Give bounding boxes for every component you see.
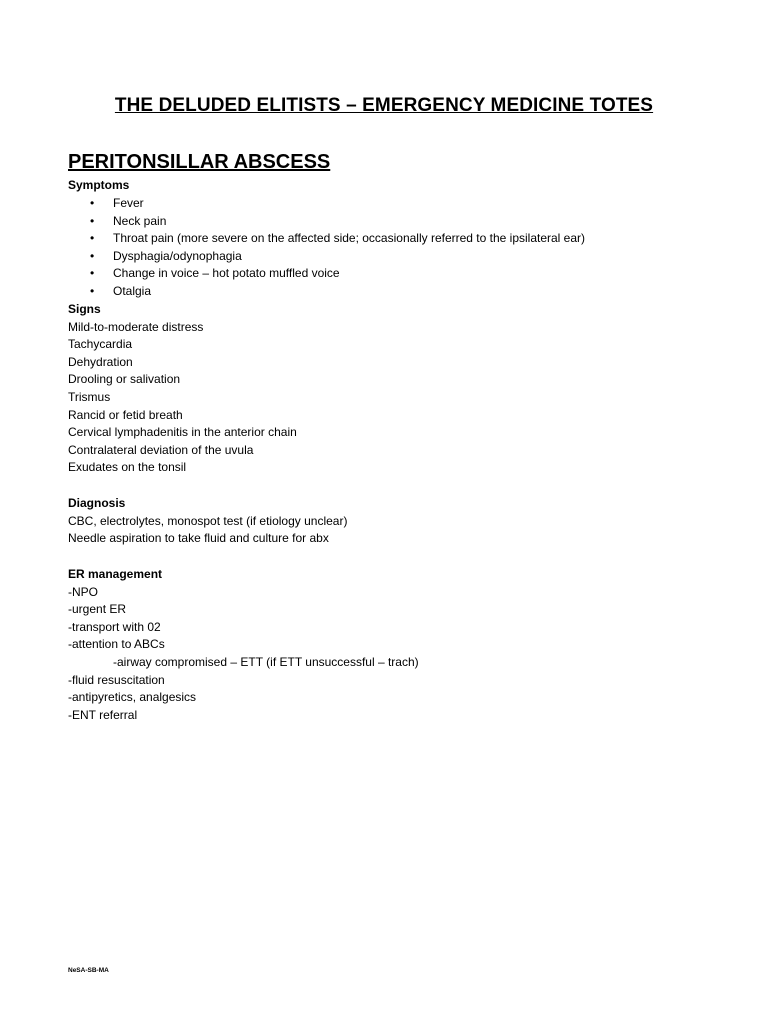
er-management-subitem: -airway compromised – ETT (if ETT unsuccessful – trach) <box>113 655 419 669</box>
page-footer: NeSA-SB-MA <box>68 967 109 974</box>
diagnosis-item: CBC, electrolytes, monospot test (if etiology unclear) <box>68 513 348 528</box>
er-management-heading: ER management <box>68 567 163 581</box>
symptom-item: Fever <box>113 196 144 210</box>
symptom-item: Throat pain (more severe on the affected side; occasionally referred to the ipsilateral ear) <box>113 231 586 246</box>
sign-item: Contralateral deviation of the uvula <box>68 442 254 457</box>
sign-item: Cervical lymphadenitis in the anterior chain <box>68 425 297 440</box>
symptoms-heading: Symptoms <box>68 178 130 192</box>
diagnosis-heading: Diagnosis <box>68 496 126 510</box>
bullet-icon: • <box>90 231 95 246</box>
symptom-item: Change in voice – hot potato muffled voice <box>113 266 340 281</box>
sign-item: Drooling or salivation <box>68 372 181 387</box>
symptom-item: Otalgia <box>113 284 152 298</box>
er-management-item: -ENT referral <box>68 707 138 722</box>
bullet-icon: • <box>90 284 95 298</box>
sign-item: Tachycardia <box>68 337 133 352</box>
er-management-item: -attention to ABCs <box>68 637 165 652</box>
page-title: THE DELUDED ELITISTS – EMERGENCY MEDICINE TOTES <box>114 95 654 116</box>
er-management-item: -fluid resuscitation <box>68 672 165 687</box>
er-management-item: -NPO <box>68 584 98 599</box>
section-title: PERITONSILLAR ABSCESS <box>68 151 331 173</box>
bullet-icon: • <box>90 196 95 210</box>
er-management-item: -urgent ER <box>68 602 127 617</box>
bullet-icon: • <box>90 266 95 281</box>
sign-item: Exudates on the tonsil <box>68 460 187 475</box>
sign-item: Trismus <box>68 390 111 404</box>
sign-item: Rancid or fetid breath <box>68 407 183 422</box>
symptom-item: Neck pain <box>113 213 167 228</box>
signs-heading: Signs <box>68 302 101 316</box>
sign-item: Mild-to-moderate distress <box>68 319 204 334</box>
er-management-item: -transport with 02 <box>68 619 161 634</box>
symptom-item: Dysphagia/odynophagia <box>113 248 242 263</box>
diagnosis-item: Needle aspiration to take fluid and culture for abx <box>68 531 329 546</box>
sign-item: Dehydration <box>68 354 133 369</box>
bullet-icon: • <box>90 248 95 263</box>
bullet-icon: • <box>90 213 95 228</box>
er-management-item: -antipyretics, analgesics <box>68 690 197 705</box>
